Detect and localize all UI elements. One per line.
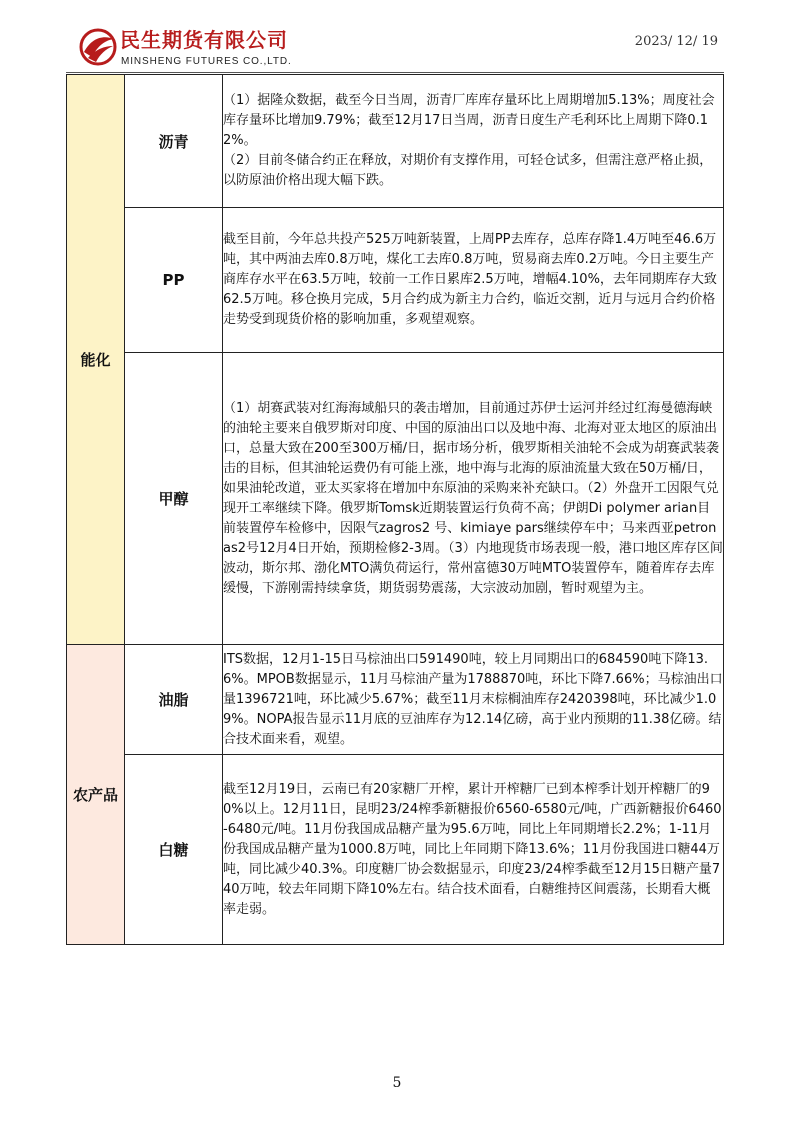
commentary-paragraph: 截至12月19日，云南已有20家糖厂开榨，累计开榨糖厂已到本榨季计划开榨糖厂的90%以上。12月11日，昆明23/24榨季新糖报价6560-6580元/吨，广西新糖报价6460-6480元/吨。11月份我国成品糖产量为95.6万吨，同比上年同期增长2.2%；1-11月份我国成品糖产量为1000.8万吨，同比上年同期下降13.6%；11月份我国进口糖44万吨，同比减少40.3%。印度糖厂协会数据显示，印度23/24榨季截至12月15日糖产量740万吨，较去年同期下降10%左右。结合技术面看，白糖维持区间震荡，长期看大概率走弱。 xyxy=(223,781,722,917)
category-cell-agri: 农产品 xyxy=(67,645,125,945)
table-row xyxy=(67,755,724,945)
commentary-paragraph: （1）胡赛武装对红海海域船只的袭击增加，目前通过苏伊士运河并经过红海曼德海峡的油轮主要来自俄罗斯对印度、中国的原油出口以及地中海、北海对亚太地区的原油出口，总量大致在200至300万桶/日，据市场分析，俄罗斯相关油轮不会成为胡赛武装袭击的目标，但其油轮运费仍有可能上涨，地中海与北海的原油流量大致在50万桶/日，如果油轮改道，亚太买家将在增加中东原油的采购来补充缺口。（2）外盘开工因限气兑现开工率继续下降。俄罗斯Tomsk近期装置运行负荷不高；伊朗Di polymer arian目前装置停车检修中，因限气zagros2 号、kimiaye pars继续停车中；马来西亚petronas2号12月4日开始，预期检修2-3周。（3）内地现货市场表现一般，港口地区库存区间波动，斯尔邦、渤化MTO满负荷运行，常州富德30万吨MTO装置停车，随着库存去库缓慢，下游刚需持续拿货，期货弱势震荡，大宗波动加剧，暂时观望为主。 xyxy=(223,400,723,596)
product-cell-sugar: 白糖 xyxy=(125,755,223,945)
commentary-paragraph: （2）目前冬储合约正在释放，对期价有支撑作用，可轻仓试多，但需注意严格止损，以防原油价格出现大幅下跌。 xyxy=(223,153,713,188)
product-cell-asphalt: 沥青 xyxy=(125,75,223,208)
table-row xyxy=(67,353,724,645)
commentary-paragraph: ITS数据，12月1-15日马棕油出口591490吨，较上月同期出口的684590吨下降13.6%。MPOB数据显示，11月马棕油产量为1788870吨，环比下降7.66%；马棕油出口量1396721吨，环比减少5.67%；截至11月末棕榈油库存2420398吨，环比减少1.09%。NOPA报告显示11月底的豆油库存为12.14亿磅，高于业内预期的11.38亿磅。结合技术面来看，观望。 xyxy=(223,651,723,747)
commentary-oils xyxy=(223,645,724,755)
commentary-methanol xyxy=(223,353,724,645)
page-number: 5 xyxy=(392,1075,402,1091)
table-row xyxy=(67,208,724,353)
category-cell-energy: 能化 xyxy=(67,75,125,645)
header-rule xyxy=(66,72,724,73)
company-name-en: MINSHENG FUTURES CO.,LTD. xyxy=(121,56,292,67)
commodity-table xyxy=(66,74,724,945)
page-header xyxy=(0,0,794,74)
product-cell-oils: 油脂 xyxy=(125,645,223,755)
commentary-sugar xyxy=(223,755,724,945)
company-name-cn: 民生期货有限公司 xyxy=(120,28,288,52)
table-row xyxy=(67,75,724,208)
report-date: 2023/ 12/ 19 xyxy=(634,34,718,49)
table-row xyxy=(67,645,724,755)
commentary-paragraph: 截至目前，今年总共投产525万吨新装置，上周PP去库存，总库存降1.4万吨至46.6万吨，其中两油去库0.8万吨，煤化工去库0.8万吨，贸易商去库0.2万吨。今日主要生产商库存水平在63.5万吨，较前一工作日累库2.5万吨，增幅4.10%，去年同期库存大致62.5万吨。移仓换月完成，5月合约成为新主力合约，临近交割，近月与远月合约价格走势受到现货价格的影响加重，多观望观察。 xyxy=(223,232,717,327)
commentary-paragraph: （1）据隆众数据，截至今日当周，沥青厂库库存量环比上周期增加5.13%；周度社会库存量环比增加9.79%；截至12月17日当周，沥青日度生产毛利环比上周期下降0.12%。 xyxy=(223,93,715,148)
commentary-asphalt xyxy=(223,75,724,208)
product-cell-methanol: 甲醇 xyxy=(125,353,223,645)
minsheng-logo-icon xyxy=(78,27,118,67)
product-cell-pp: PP xyxy=(125,208,223,353)
commentary-pp xyxy=(223,208,724,353)
